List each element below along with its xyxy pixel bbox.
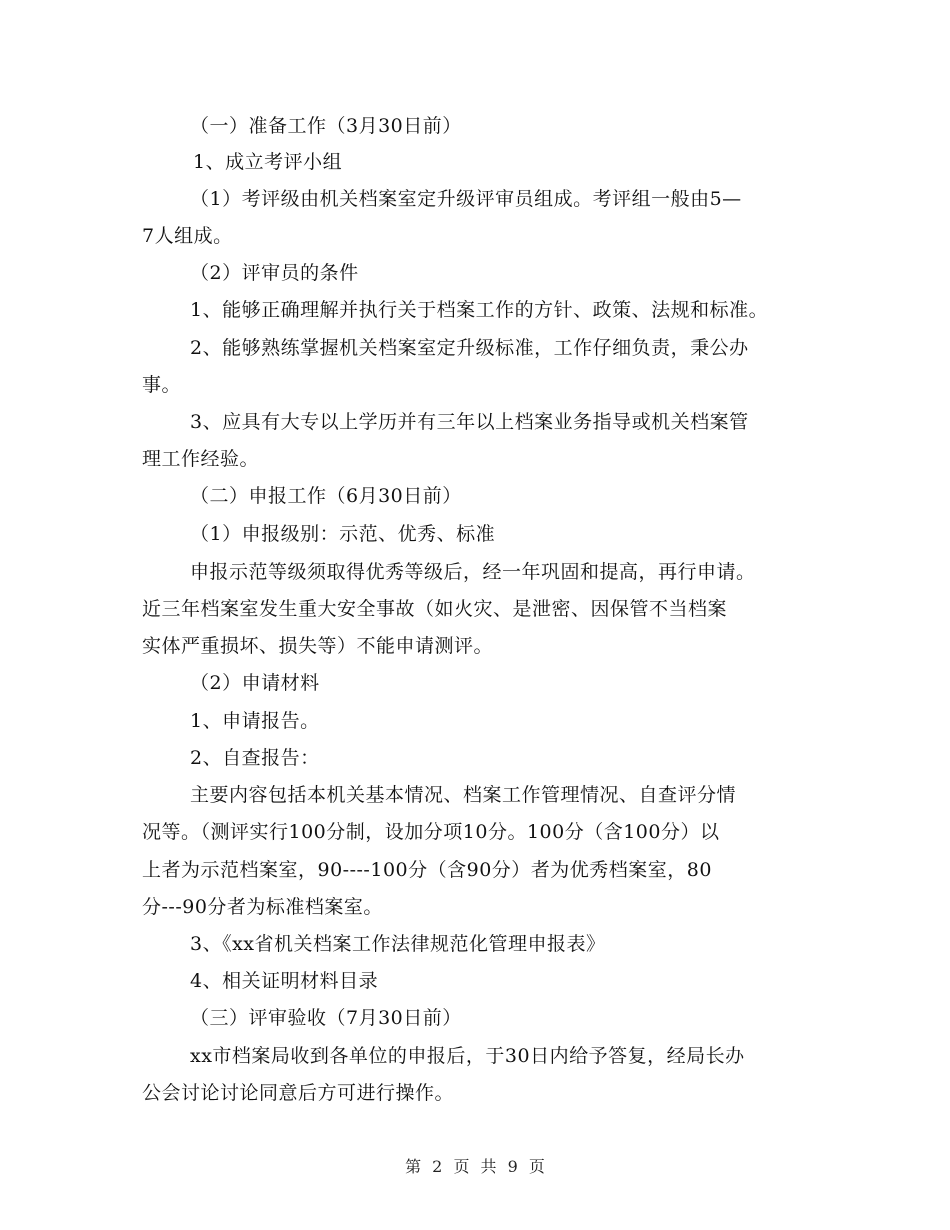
paragraph-line: 事。 bbox=[142, 374, 182, 396]
section-heading-review: （三）评审验收（7月30日前） bbox=[190, 1007, 462, 1029]
list-item: 3、《xx省机关档案工作法律规范化管理申报表》 bbox=[190, 933, 606, 955]
paragraph-line: 理工作经验。 bbox=[142, 448, 260, 470]
subheading-reviewer-conditions: （2）评审员的条件 bbox=[190, 262, 359, 284]
list-item: 4、相关证明材料目录 bbox=[190, 970, 379, 992]
paragraph-line: xx市档案局收到各单位的申报后，于30日内给予答复，经局长办 bbox=[190, 1045, 745, 1067]
section-heading-application: （二）申报工作（6月30日前） bbox=[190, 485, 462, 507]
paragraph-line: 公会讨论讨论同意后方可进行操作。 bbox=[142, 1082, 455, 1104]
paragraph-line: 7人组成。 bbox=[142, 225, 233, 247]
paragraph-line: 申报示范等级须取得优秀等级后，经一年巩固和提高，再行申请。 bbox=[190, 561, 756, 583]
paragraph-line: 况等。（测评实行100分制，设加分项10分。100分（含100分）以 bbox=[142, 821, 720, 843]
paragraph-line: （1）考评级由机关档案室定升级评审员组成。考评组一般由5— bbox=[190, 188, 742, 210]
section-heading-preparation: （一）准备工作（3月30日前） bbox=[190, 115, 462, 137]
paragraph-line: 实体严重损坏、损失等）不能申请测评。 bbox=[142, 635, 494, 657]
paragraph-line: 1、能够正确理解并执行关于档案工作的方针、政策、法规和标准。 bbox=[190, 299, 769, 321]
item-establish-group: 1、成立考评小组 bbox=[193, 151, 343, 173]
paragraph-line: 主要内容包括本机关基本情况、档案工作管理情况、自查评分情 bbox=[190, 784, 737, 806]
paragraph-line: 分---90分者为标准档案室。 bbox=[142, 896, 383, 918]
paragraph-line: 上者为示范档案室，90----100分（含90分）者为优秀档案室，80 bbox=[142, 859, 712, 881]
paragraph-line: 近三年档案室发生重大安全事故（如火灾、是泄密、因保管不当档案 bbox=[142, 598, 728, 620]
list-item: 2、自查报告： bbox=[190, 747, 320, 769]
page-number-footer: 第 2 页 共 9 页 bbox=[405, 1157, 545, 1176]
paragraph-line: 2、能够熟练掌握机关档案室定升级标准，工作仔细负责，秉公办 bbox=[190, 337, 749, 359]
subheading-application-level: （1）申报级别：示范、优秀、标准 bbox=[190, 523, 496, 545]
paragraph-line: 3、应具有大专以上学历并有三年以上档案业务指导或机关档案管 bbox=[190, 411, 749, 433]
subheading-application-materials: （2）申请材料 bbox=[190, 672, 320, 694]
list-item: 1、申请报告。 bbox=[190, 710, 320, 732]
